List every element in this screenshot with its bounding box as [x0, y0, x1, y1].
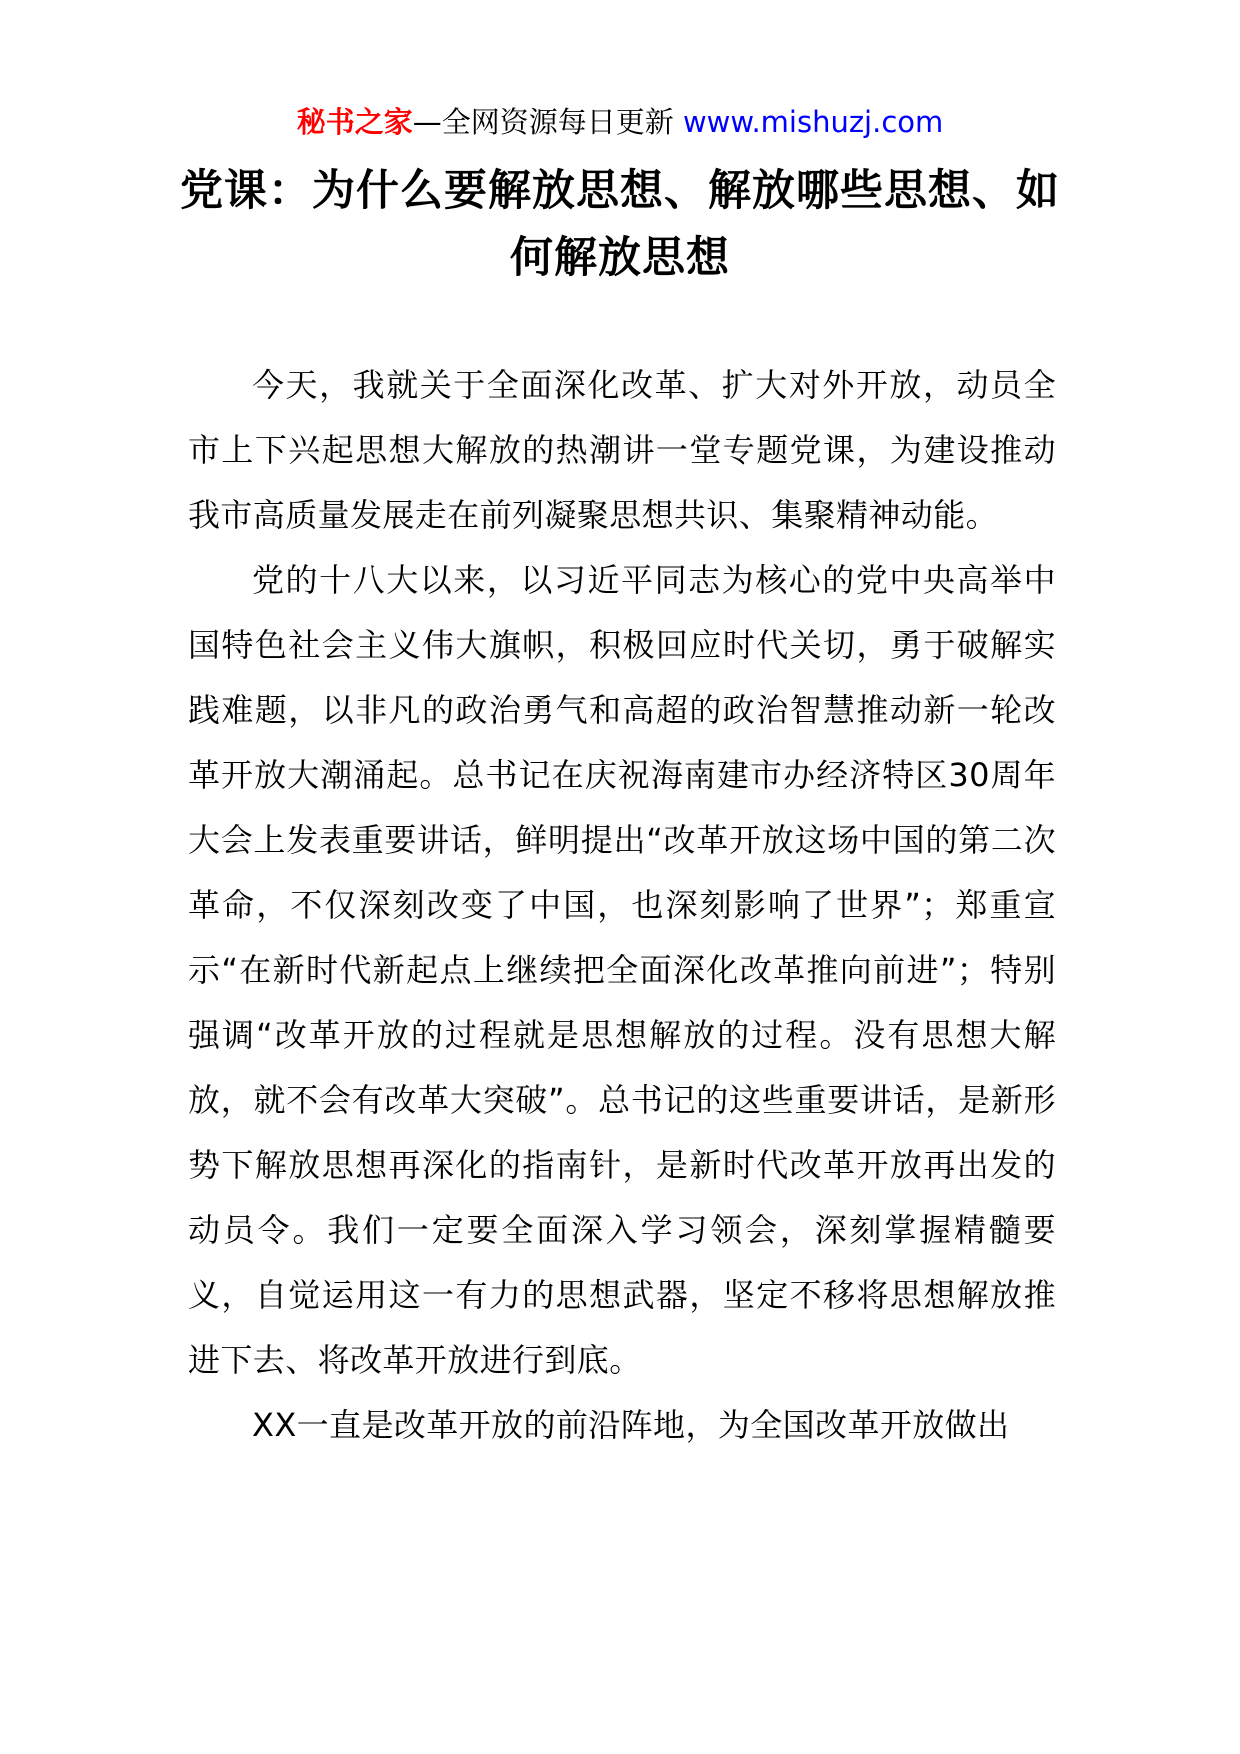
site-brand: 秘书之家	[296, 105, 413, 139]
site-url-link[interactable]: www.mishuzj.com	[682, 105, 944, 139]
document-body	[188, 353, 1056, 1458]
body-paragraph: 党的十八大以来，以习近平同志为核心的党中央高举中国特色社会主义伟大旗帜，积极回应时代关切，勇于破解实践难题，以非凡的政治勇气和高超的政治智慧推动新一轮改革开放大潮涌起。总书记在庆祝海南建市办经济特区30周年大会上发表重要讲话，鲜明提出“改革开放这场中国的第二次革命，不仅深刻改变了中国，也深刻影响了世界”；郑重宣示“在新时代新起点上继续把全面深化改革推向前进”；特别强调“改革开放的过程就是思想解放的过程。没有思想大解放，就不会有改革大突破”。总书记的这些重要讲话，是新形势下解放思想再深化的指南针，是新时代改革开放再出发的动员令。我们一定要全面深入学习领会，深刻掌握精髓要义，自觉运用这一有力的思想武器，坚定不移将思想解放推进下去、将改革开放进行到底。	[188, 561, 1056, 1379]
body-paragraph: 今天，我就关于全面深化改革、扩大对外开放，动员全市上下兴起思想大解放的热潮讲一堂专题党课，为建设推动我市高质量发展走在前列凝聚思想共识、集聚精神动能。	[188, 366, 1056, 534]
body-paragraph: XX一直是改革开放的前沿阵地，为全国改革开放做出	[252, 1406, 1010, 1444]
site-tagline: —全网资源每日更新	[412, 105, 674, 139]
site-header	[0, 102, 1240, 142]
document-title: 党课：为什么要解放思想、解放哪些思想、如何解放思想	[180, 166, 1060, 283]
